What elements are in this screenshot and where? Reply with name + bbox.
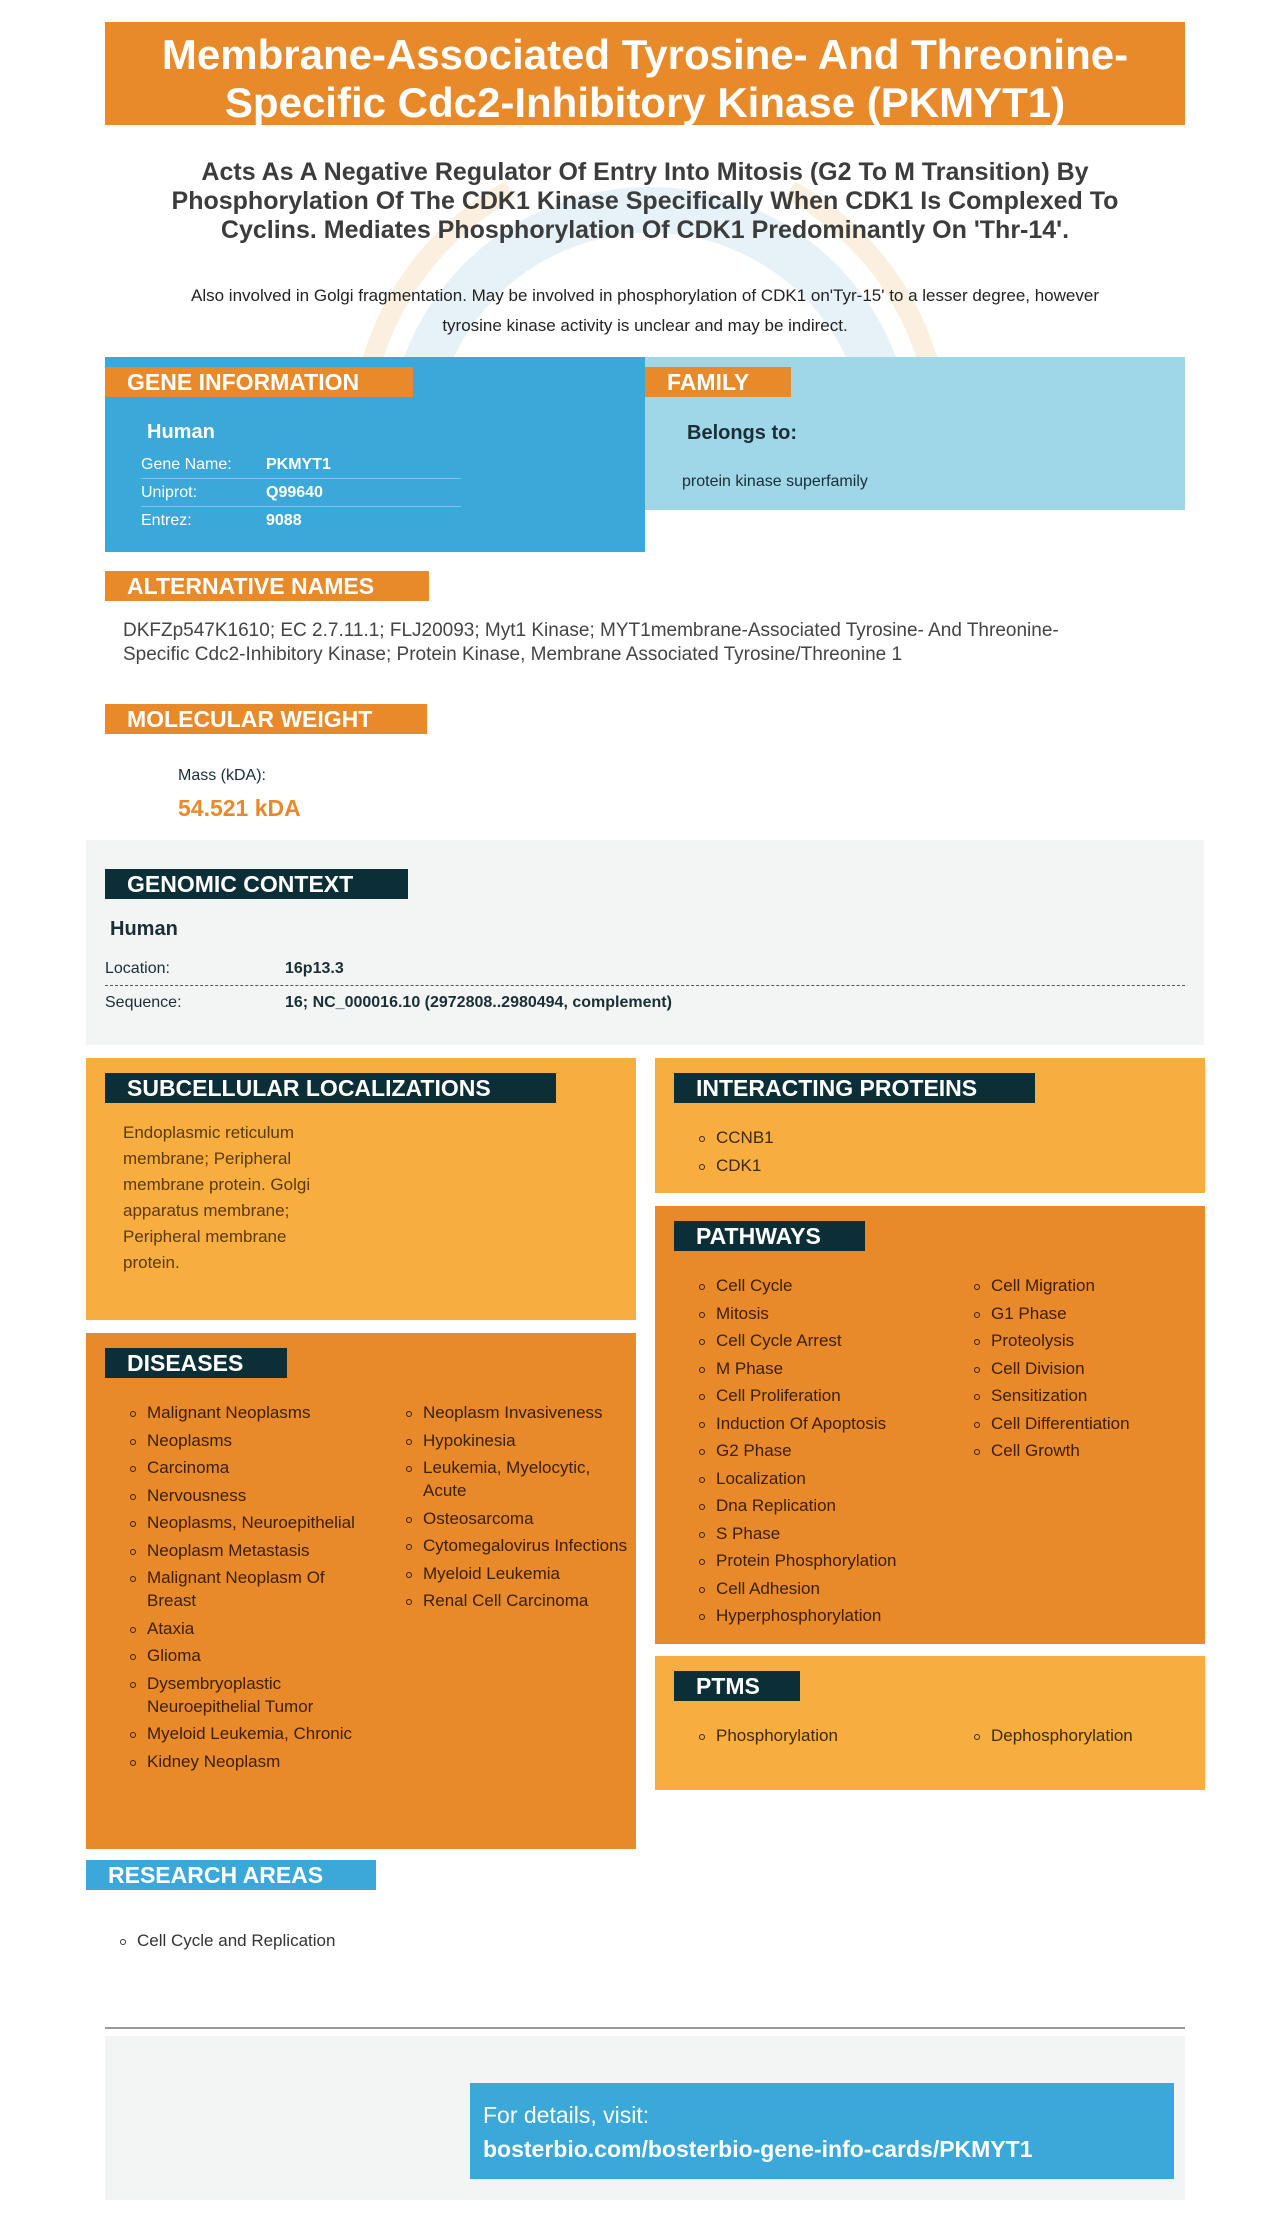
- list-item: Cell Division: [973, 1357, 1203, 1380]
- list-item: Neoplasms, Neuroepithelial: [129, 1511, 369, 1534]
- list-item: Cytomegalovirus Infections: [405, 1534, 629, 1557]
- list-item: Neoplasm Metastasis: [129, 1539, 369, 1562]
- sequence-label: Sequence:: [105, 994, 182, 1011]
- alt-names-line: DKFZp547K1610; EC 2.7.11.1; FLJ20093; Myt1 Kinase; MYT1membrane-Associated Tyrosine- And Threonine-: [123, 620, 1059, 641]
- entrez-row: [141, 507, 461, 535]
- interacting-proteins-panel: [655, 1058, 1205, 1193]
- list-item: Nervousness: [129, 1484, 369, 1507]
- gene-info-table: [141, 451, 461, 535]
- list-item: M Phase: [698, 1357, 958, 1380]
- gene-information-panel: [105, 357, 645, 552]
- diseases-list-right: [405, 1401, 629, 1617]
- location-value: 16p13.3: [285, 960, 344, 977]
- belongs-to-label: Belongs to:: [687, 422, 797, 444]
- list-item: G1 Phase: [973, 1302, 1203, 1325]
- list-item: CDK1: [698, 1154, 774, 1177]
- row-key: Gene Name:: [141, 456, 232, 473]
- page-title: [105, 31, 1185, 127]
- list-item: G2 Phase: [698, 1439, 958, 1462]
- family-panel: [645, 357, 1185, 510]
- list-item: Induction Of Apoptosis: [698, 1412, 958, 1435]
- ptms-panel: [655, 1656, 1205, 1790]
- title-banner: [105, 22, 1185, 125]
- list-item: Dephosphorylation: [973, 1724, 1203, 1747]
- sequence-value: 16; NC_000016.10 (2972808..2980494, complement): [285, 994, 672, 1011]
- list-item: Renal Cell Carcinoma: [405, 1589, 629, 1612]
- alternative-names-heading: ALTERNATIVE NAMES: [105, 571, 429, 601]
- mass-value: 54.521 kDA: [178, 795, 301, 821]
- list-item: Cell Cycle and Replication: [119, 1929, 335, 1952]
- list-item: Osteosarcoma: [405, 1507, 629, 1530]
- list-item: Sensitization: [973, 1384, 1203, 1407]
- description-line: tyrosine kinase activity is unclear and may be indirect.: [442, 316, 848, 335]
- footer-divider: [105, 2027, 1185, 2029]
- list-item: CCNB1: [698, 1126, 774, 1149]
- ptms-list-left: [698, 1724, 958, 1752]
- list-item: Cell Cycle: [698, 1274, 958, 1297]
- row-key: Entrez:: [141, 512, 192, 529]
- interacting-list: [698, 1126, 774, 1181]
- research-areas-heading: RESEARCH AREAS: [86, 1860, 376, 1890]
- list-item: Carcinoma: [129, 1456, 369, 1479]
- genomic-context-heading: GENOMIC CONTEXT: [105, 869, 408, 899]
- list-item: Myeloid Leukemia: [405, 1562, 629, 1585]
- summary-line: Phosphorylation Of The CDK1 Kinase Specifically When CDK1 Is Complexed To: [171, 187, 1119, 215]
- molecular-weight-heading: MOLECULAR WEIGHT: [105, 704, 427, 734]
- pathways-panel: [655, 1206, 1205, 1644]
- list-item: Cell Differentiation: [973, 1412, 1203, 1435]
- summary-line: Acts As A Negative Regulator Of Entry Into Mitosis (G2 To M Transition) By: [201, 158, 1089, 186]
- alternative-names-text: [123, 619, 1163, 667]
- research-areas-panel: [119, 1929, 335, 1952]
- list-item: Cell Adhesion: [698, 1577, 958, 1600]
- list-item: Hyperphosphorylation: [698, 1604, 958, 1627]
- pathways-heading: PATHWAYS: [674, 1221, 865, 1251]
- list-item: Cell Growth: [973, 1439, 1203, 1462]
- pathways-list-left: [698, 1274, 958, 1632]
- family-heading: FAMILY: [645, 367, 791, 397]
- gene-information-heading: GENE INFORMATION: [105, 367, 413, 397]
- list-item: Hypokinesia: [405, 1429, 629, 1452]
- details-url-link[interactable]: bosterbio.com/bosterbio-gene-info-cards/PKMYT1: [483, 2136, 1033, 2162]
- ptms-heading: PTMS: [674, 1671, 800, 1701]
- list-item: Localization: [698, 1467, 958, 1490]
- sequence-row: [105, 986, 1185, 1020]
- list-item: Dna Replication: [698, 1494, 958, 1517]
- list-item: Cell Cycle Arrest: [698, 1329, 958, 1352]
- list-item: Protein Phosphorylation: [698, 1549, 958, 1572]
- title-line: Membrane-Associated Tyrosine- And Threonine-: [161, 31, 1129, 78]
- list-item: Dysembryoplastic Neuroepithelial Tumor: [129, 1672, 369, 1718]
- row-key: Uniprot:: [141, 484, 198, 501]
- list-item: Cell Migration: [973, 1274, 1203, 1297]
- list-item: S Phase: [698, 1522, 958, 1545]
- subcellular-localizations-panel: [86, 1058, 636, 1320]
- family-value: protein kinase superfamily: [682, 473, 868, 490]
- list-item: Phosphorylation: [698, 1724, 958, 1747]
- genomic-species: Human: [110, 918, 178, 940]
- row-value: PKMYT1: [266, 456, 331, 473]
- details-link-box[interactable]: [470, 2083, 1174, 2179]
- list-item: Neoplasm Invasiveness: [405, 1401, 629, 1424]
- list-item: Malignant Neoplasms: [129, 1401, 369, 1424]
- diseases-panel: [86, 1333, 636, 1849]
- pathways-list-right: [973, 1274, 1203, 1467]
- subcellular-text: Endoplasmic reticulum membrane; Peripheral membrane protein. Golgi apparatus membrane; Peripheral membrane protein.: [123, 1123, 311, 1272]
- interacting-heading: INTERACTING PROTEINS: [674, 1073, 1035, 1103]
- description-line: Also involved in Golgi fragmentation. May be involved in phosphorylation of CDK1 on'Tyr-15' to a lesser degree, however: [191, 286, 1099, 305]
- row-value: 9088: [266, 512, 302, 529]
- list-item: Neoplasms: [129, 1429, 369, 1452]
- visit-label: For details, visit:: [483, 2102, 650, 2128]
- uniprot-row: [141, 479, 461, 507]
- diseases-heading: DISEASES: [105, 1348, 287, 1378]
- gene-species: Human: [147, 421, 215, 443]
- subcellular-heading: SUBCELLULAR LOCALIZATIONS: [105, 1073, 556, 1103]
- list-item: Kidney Neoplasm: [129, 1750, 369, 1773]
- list-item: Leukemia, Myelocytic, Acute: [405, 1456, 629, 1502]
- title-line: Specific Cdc2-Inhibitory Kinase (PKMYT1): [224, 79, 1066, 126]
- list-item: Glioma: [129, 1644, 369, 1667]
- location-row: [105, 952, 1185, 986]
- list-item: Mitosis: [698, 1302, 958, 1325]
- gene-name-row: [141, 451, 461, 479]
- ptms-list-right: [973, 1724, 1203, 1752]
- diseases-list-left: [129, 1401, 369, 1777]
- list-item: Malignant Neoplasm Of Breast: [129, 1566, 369, 1612]
- list-item: Myeloid Leukemia, Chronic: [129, 1722, 369, 1745]
- list-item: Cell Proliferation: [698, 1384, 958, 1407]
- research-areas-list: [119, 1929, 335, 1952]
- location-label: Location:: [105, 960, 170, 977]
- list-item: Proteolysis: [973, 1329, 1203, 1352]
- summary-line: Cyclins. Mediates Phosphorylation Of CDK1 Predominantly On 'Thr-14'.: [220, 216, 1070, 244]
- row-value: Q99640: [266, 484, 323, 501]
- mass-label: Mass (kDA):: [178, 767, 266, 784]
- alt-names-line: Specific Cdc2-Inhibitory Kinase; Protein Kinase, Membrane Associated Tyrosine/Threonine 1: [123, 644, 903, 665]
- function-description: [130, 281, 1160, 341]
- function-summary: [130, 158, 1160, 245]
- list-item: Ataxia: [129, 1617, 369, 1640]
